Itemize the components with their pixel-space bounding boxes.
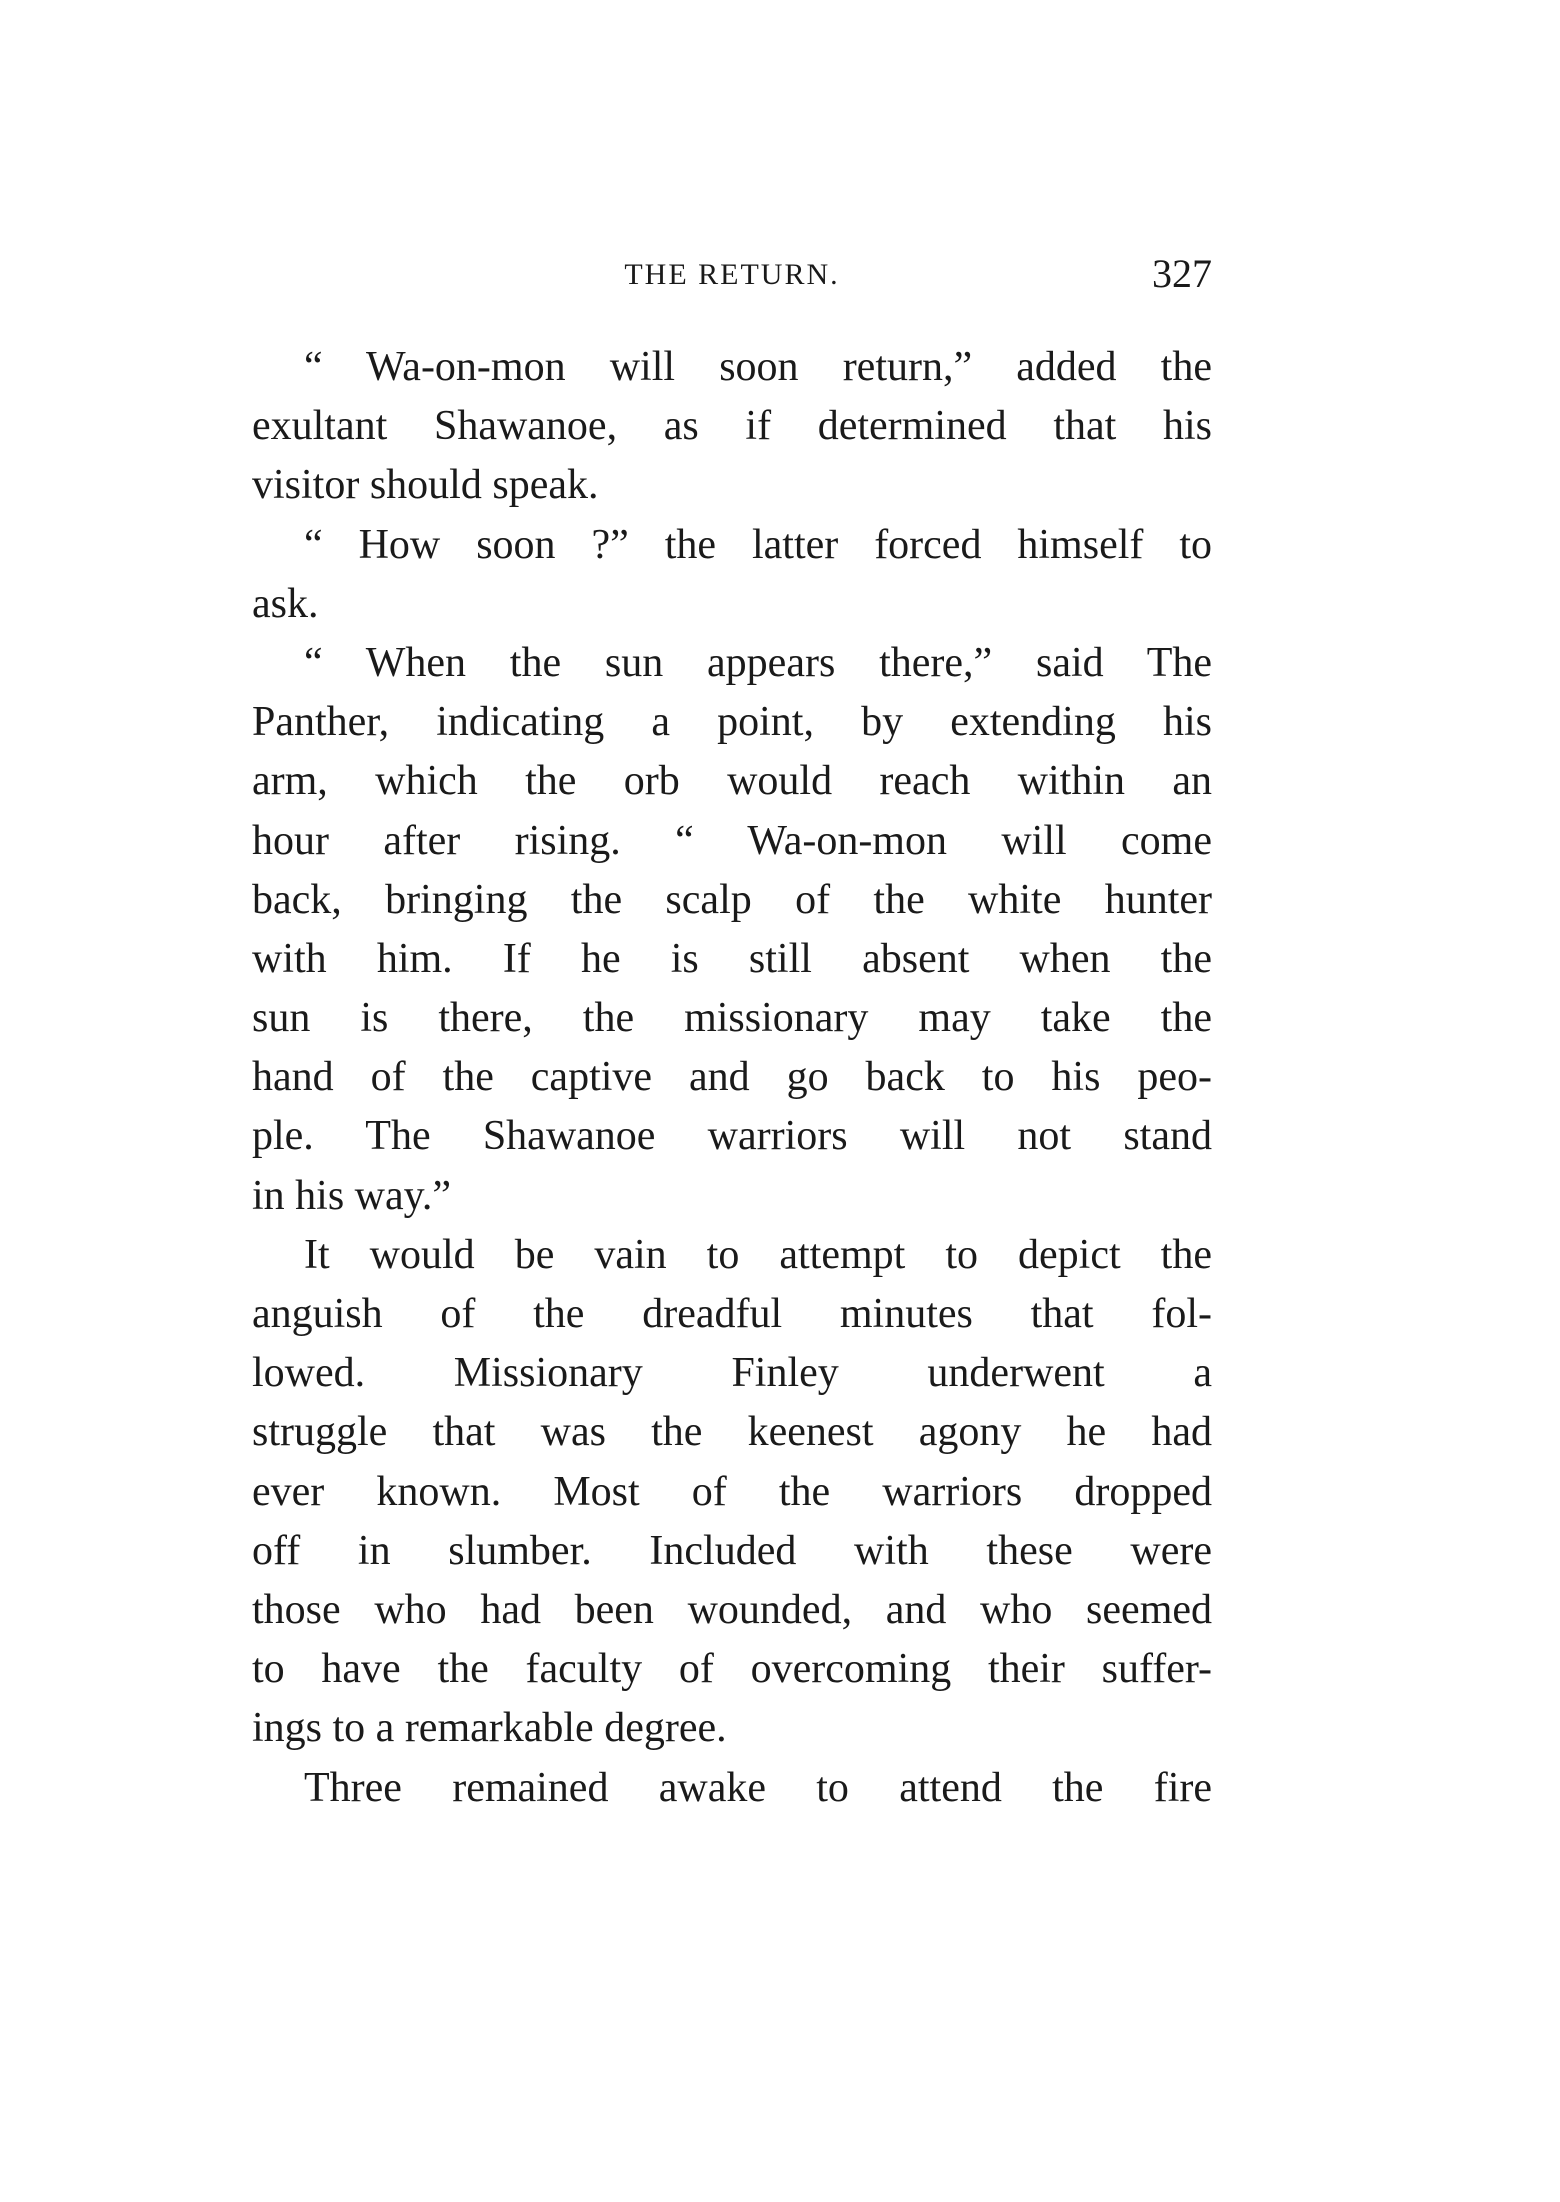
text-line: “ Wa-on-mon will soon return,” added the: [304, 344, 1212, 390]
text-line: hand of the captive and go back to his peo-: [252, 1054, 1212, 1101]
text-line: “ When the sun appears there,” said The: [304, 639, 1212, 686]
text-line: ever known. Most of the warriors dropped: [252, 1468, 1212, 1515]
text-line: sun is there, the missionary may take the: [252, 995, 1212, 1042]
text-line: anguish of the dreadful minutes that fol-: [252, 1291, 1212, 1337]
text-line: Three remained awake to attend the fire: [304, 1764, 1212, 1811]
running-title: THE RETURN.: [624, 258, 840, 291]
text-line: Panther, indicating a point, by extending his: [252, 699, 1212, 746]
text-line: arm, which the orb would reach within an: [252, 758, 1212, 805]
text-line: back, bringing the scalp of the white hunter: [252, 876, 1212, 923]
text-line: lowed. Missionary Finley underwent a: [252, 1350, 1212, 1397]
text-line: those who had been wounded, and who seemed: [252, 1586, 1212, 1633]
text-line: in his way.”: [252, 1172, 452, 1219]
text-line: ple. The Shawanoe warriors will not stand: [252, 1113, 1212, 1160]
text-line: “ How soon ?” the latter forced himself to: [304, 521, 1212, 568]
text-line: off in slumber. Included with these were: [252, 1527, 1212, 1574]
text-line: It would be vain to attempt to depict the: [304, 1231, 1212, 1278]
text-line: exultant Shawanoe, as if determined that his: [252, 403, 1212, 450]
text-line: visitor should speak.: [252, 462, 599, 509]
text-line: struggle that was the keenest agony he had: [252, 1409, 1212, 1456]
text-line: hour after rising. “ Wa-on-mon will come: [252, 817, 1212, 864]
text-line: ask.: [252, 580, 319, 627]
running-head: [252, 248, 1212, 308]
page-number: 327: [1152, 251, 1212, 296]
text-line: with him. If he is still absent when the: [252, 935, 1212, 982]
text-line: ings to a remarkable degree.: [252, 1705, 727, 1752]
body-text: [252, 338, 1212, 1818]
text-line: to have the faculty of overcoming their suffer-: [252, 1646, 1212, 1693]
